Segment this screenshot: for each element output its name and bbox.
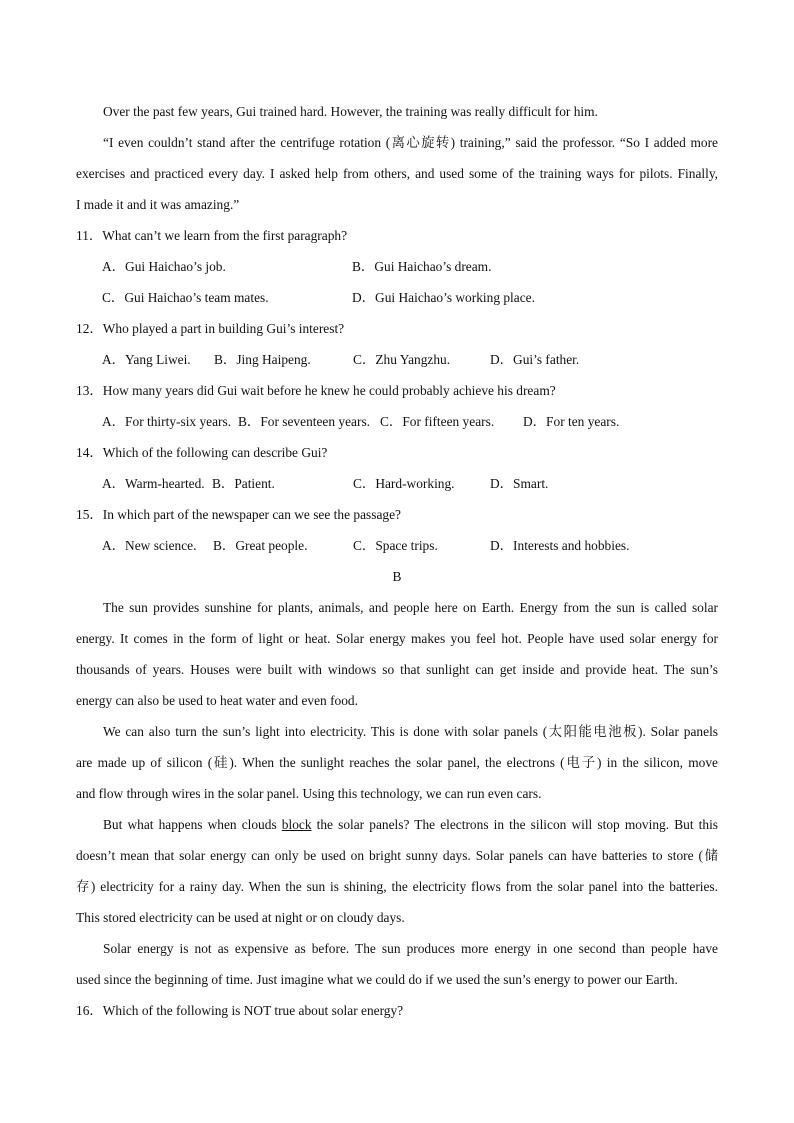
paragraph-line: 存) electricity for a rainy day. When the sun is shining, the electricity flows from the solar panel into the batteries.: [76, 879, 718, 894]
option-d[interactable]: D．Gui’s father.: [490, 352, 580, 367]
option-b[interactable]: B．Great people.: [213, 538, 308, 553]
option-c[interactable]: C．For fifteen years.: [380, 414, 495, 429]
paragraph-line: Over the past few years, Gui trained hard. However, the training was really difficult for him.: [103, 104, 598, 119]
option-c[interactable]: C．Hard-working.: [353, 476, 455, 491]
question-stem-13: 13．How many years did Gui wait before he knew he could probably achieve his dream?: [76, 383, 556, 398]
options-row: [76, 344, 718, 375]
paragraph-line: used since the beginning of time. Just imagine what we could do if we used the sun’s energy to power our Earth.: [76, 972, 678, 987]
options-row: [76, 251, 718, 282]
question-stem-11: 11．What can’t we learn from the first paragraph?: [76, 228, 348, 243]
option-b[interactable]: B．For seventeen years.: [238, 414, 371, 429]
paragraph-line: Solar energy is not as expensive as before. The sun produces more energy in one second than people have: [103, 941, 718, 956]
option-a[interactable]: A．For thirty-six years.: [102, 414, 232, 429]
paragraph-line: doesn’t mean that solar energy can only be used on bright sunny days. Solar panels can have batteries to store (储: [76, 848, 718, 863]
text-span: But what happens when clouds: [103, 817, 282, 832]
paragraph-line: are made up of silicon (硅). When the sunlight reaches the solar panel, the electrons (电子) in the silicon, move: [76, 755, 718, 770]
option-a[interactable]: A．Warm-hearted.: [102, 476, 205, 491]
option-a[interactable]: A．Gui Haichao’s job.: [102, 259, 226, 274]
paragraph-line: energy can also be used to heat water and even food.: [76, 693, 358, 708]
paragraph-line: This stored electricity can be used at night or on cloudy days.: [76, 910, 405, 925]
options-row: [76, 282, 718, 313]
section-heading: B: [392, 569, 402, 584]
paragraph-line: The sun provides sunshine for plants, animals, and people here on Earth. Energy from the sun is called solar: [103, 600, 718, 615]
question-stem-15: 15．In which part of the newspaper can we see the passage?: [76, 507, 401, 522]
option-d[interactable]: D．For ten years.: [523, 414, 620, 429]
option-b[interactable]: B．Jing Haipeng.: [214, 352, 311, 367]
option-d[interactable]: D．Smart.: [490, 476, 549, 491]
question-stem-16: 16．Which of the following is NOT true about solar energy?: [76, 1003, 404, 1018]
paragraph-line: exercises and practiced every day. I asked help from others, and used some of the training ways for pilots. Finally,: [76, 166, 718, 181]
paragraph-line: and flow through wires in the solar panel. Using this technology, we can run even cars.: [76, 786, 542, 801]
option-a[interactable]: A．New science.: [102, 538, 197, 553]
paragraph-line: I made it and it was amazing.”: [76, 197, 240, 212]
option-c[interactable]: C．Zhu Yangzhu.: [353, 352, 451, 367]
paragraph-line: [76, 809, 718, 840]
option-c[interactable]: C．Gui Haichao’s team mates.: [102, 290, 269, 305]
option-d[interactable]: D．Gui Haichao’s working place.: [352, 290, 535, 305]
paragraph-line: thousands of years. Houses were built with windows so that sunlight can get inside and provide heat. The sun’s: [76, 662, 718, 677]
option-b[interactable]: B．Patient.: [212, 476, 275, 491]
question-stem-14: 14．Which of the following can describe Gui?: [76, 445, 328, 460]
option-c[interactable]: C．Space trips.: [353, 538, 438, 553]
paragraph-line: We can also turn the sun’s light into electricity. This is done with solar panels (太阳能电池板). Solar panels: [103, 724, 718, 739]
options-row: [76, 468, 718, 499]
paragraph-line: energy. It comes in the form of light or heat. Solar energy makes you feel hot. People have used solar energy for: [76, 631, 718, 646]
underlined-word: block: [281, 817, 312, 832]
text-span: the solar panels? The electrons in the silicon will stop moving. But this: [311, 817, 719, 832]
document-page: [76, 96, 718, 1026]
paragraph-line: “I even couldn’t stand after the centrifuge rotation (离心旋转) training,” said the professor. “So I added more: [103, 135, 718, 150]
option-a[interactable]: A．Yang Liwei.: [102, 352, 191, 367]
options-row: [76, 530, 718, 561]
option-b[interactable]: B．Gui Haichao’s dream.: [352, 259, 492, 274]
question-stem-12: 12．Who played a part in building Gui’s interest?: [76, 321, 345, 336]
option-d[interactable]: D．Interests and hobbies.: [490, 538, 630, 553]
options-row: [76, 406, 718, 437]
